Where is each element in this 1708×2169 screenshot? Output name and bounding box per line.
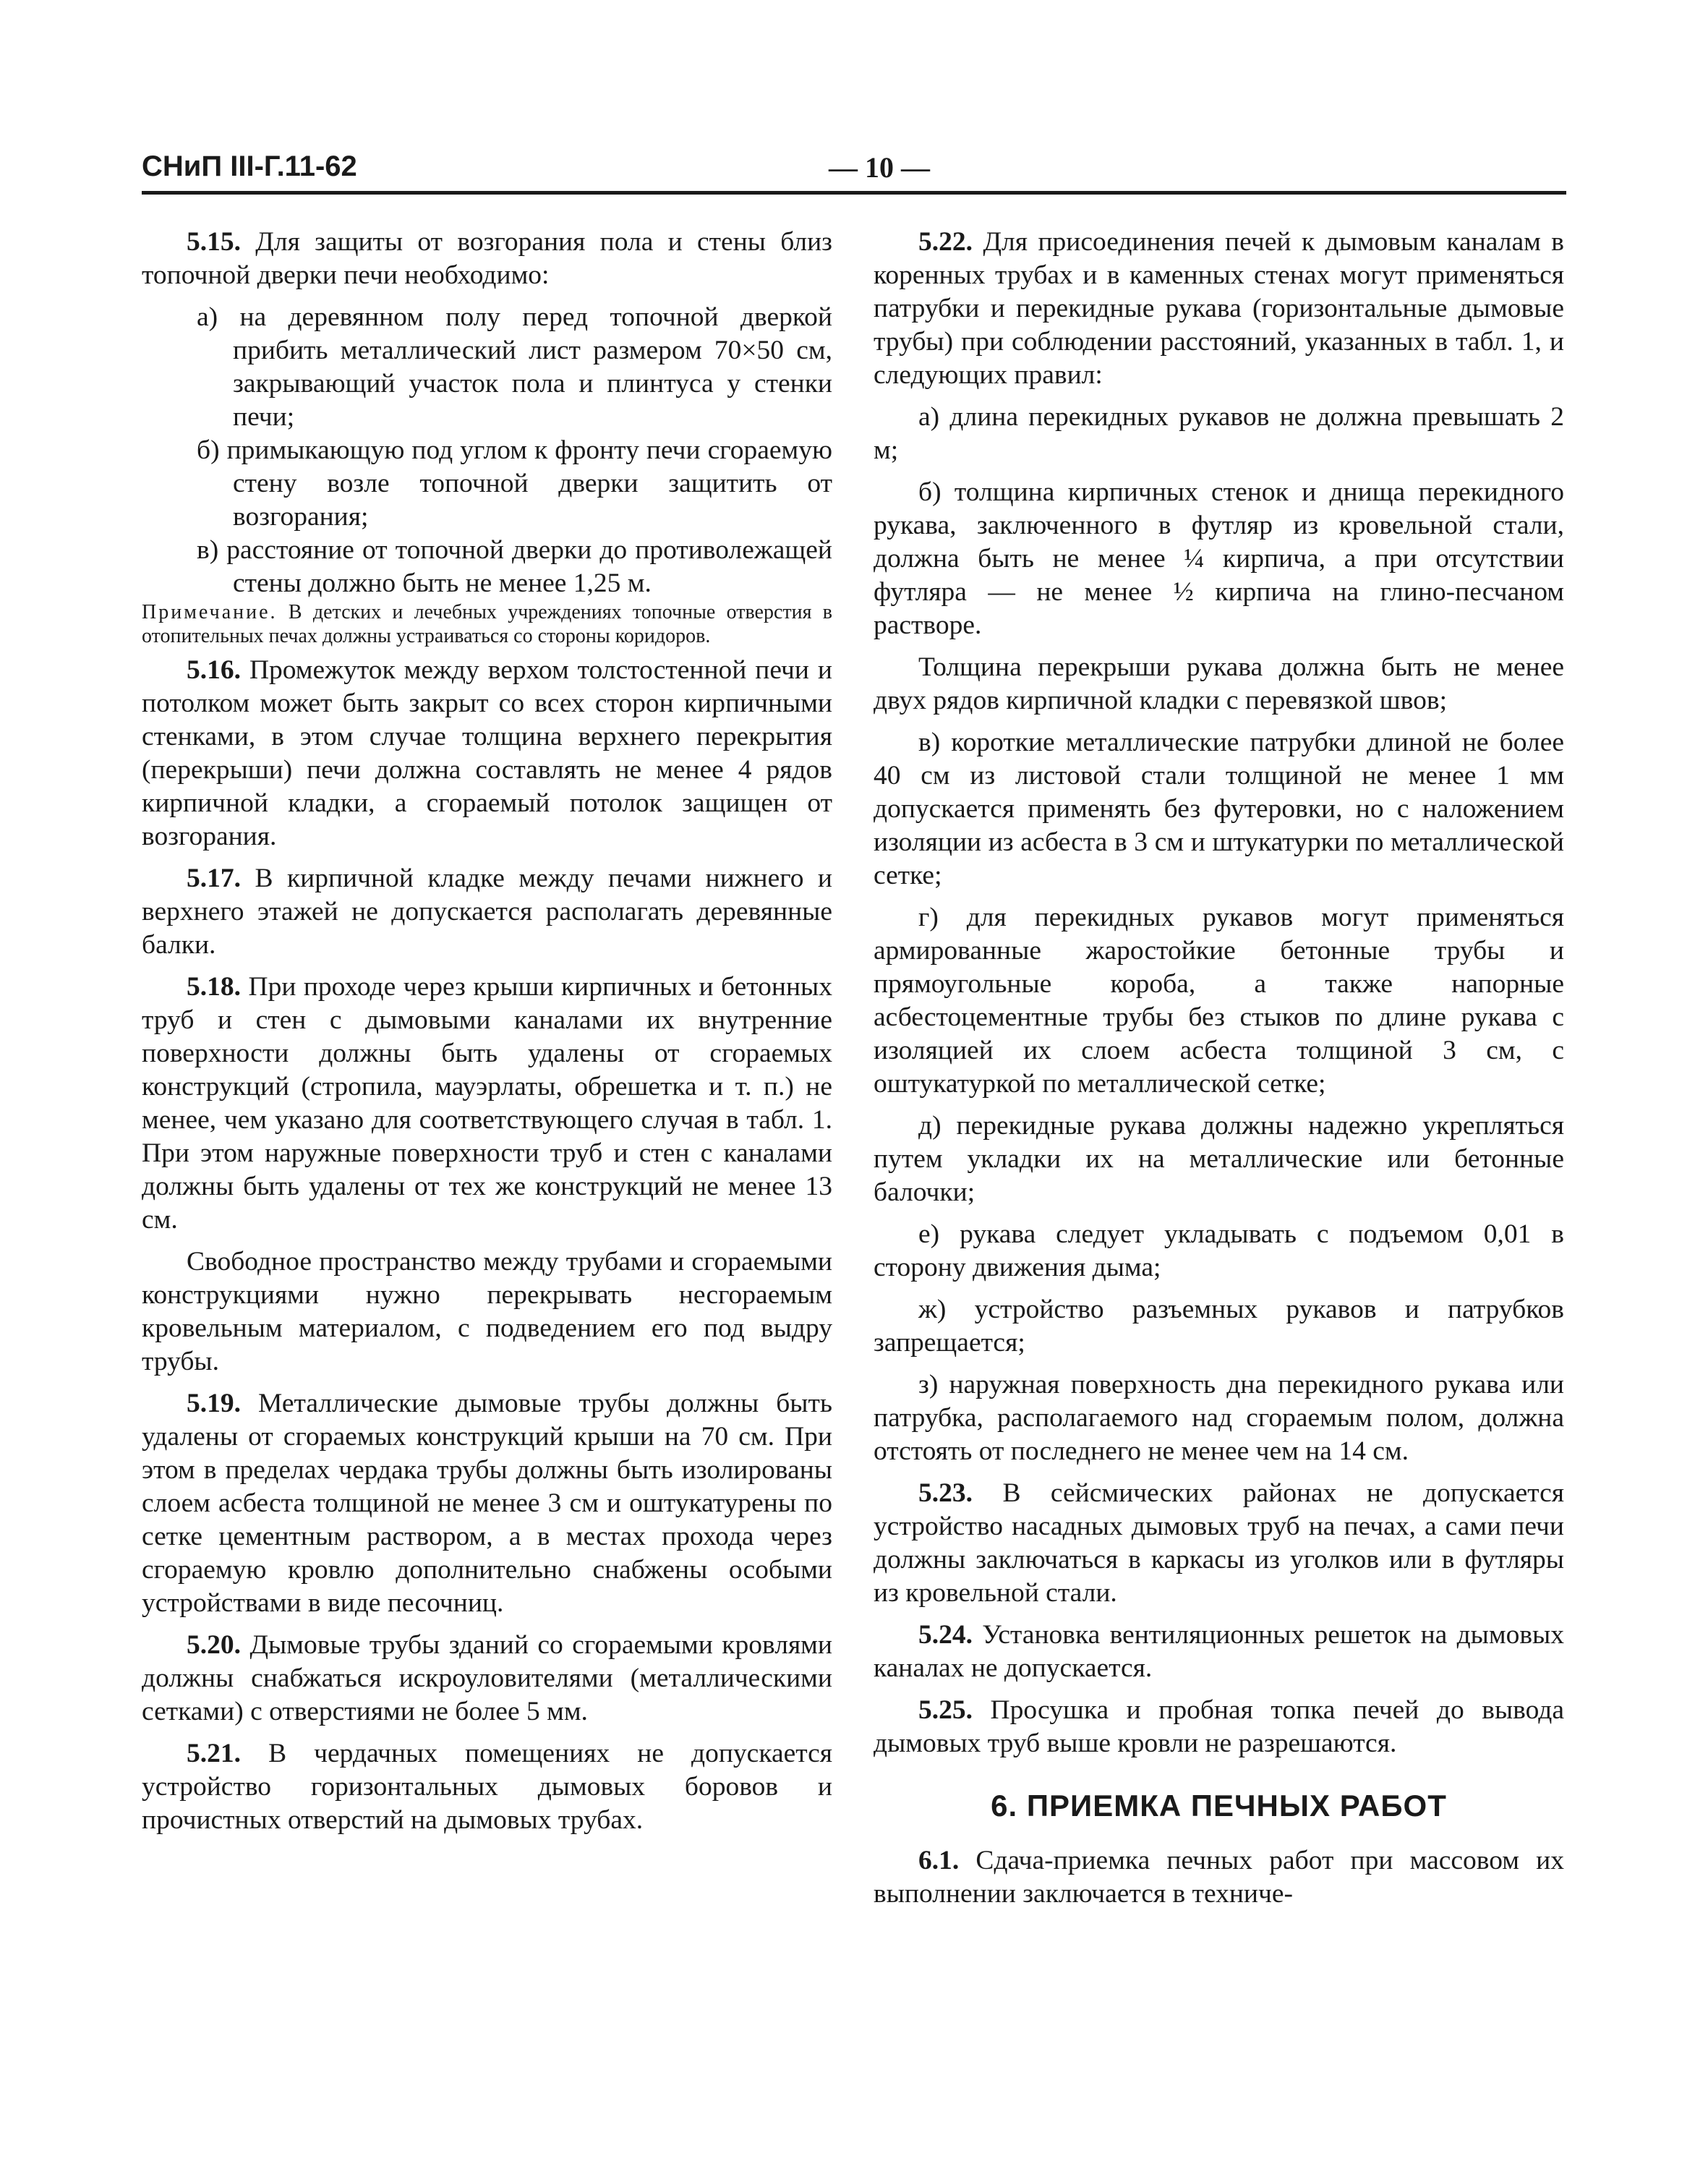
document-code: СНиП III-Г.11-62 bbox=[142, 150, 357, 182]
page-header bbox=[142, 150, 1566, 195]
clause-6-1 bbox=[874, 1844, 1564, 1911]
clause-5-20 bbox=[142, 1629, 832, 1729]
clause-text: Просушка и пробная топка печей до вывода дымовых труб выше кровли не разрешаются. bbox=[874, 1695, 1564, 1758]
clause-text: Металлические дымовые трубы должны быть удалены от сгораемых конструкций крыши на 70 см. При этом в пределах чердака трубы должны быть изолированы слоем асбеста толщиной не менее 3 см и оштукатурены по сетке цементным раствором, а в местах прохода через сгораемую кровлю дополнительно снабжены особыми устройствами в виде песочниц. bbox=[142, 1389, 832, 1618]
list-item: в) короткие металлические патрубки длиной не более 40 см из листовой стали толщиной не менее 1 мм допускается применять без футеровки, но с наложением изоляции из асбеста в 3 см и штукатурки по металлической сетке; bbox=[874, 728, 1564, 890]
clause-text: Установка вентиляционных решеток на дымовых каналах не допускается. bbox=[874, 1620, 1564, 1683]
clause-number: 5.23. bbox=[918, 1478, 973, 1508]
list-item: д) перекидные рукава должны надежно укрепляться путем укладки их на металлические или бетонные балочки; bbox=[874, 1111, 1564, 1207]
list-item: е) рукава следует укладывать с подъемом 0,01 в сторону движения дыма; bbox=[874, 1219, 1564, 1282]
clause-text: Для защиты от возгорания пола и стены близ топочной дверки печи необходимо: bbox=[142, 227, 832, 290]
right-column bbox=[874, 226, 1564, 1919]
left-column bbox=[142, 226, 832, 1846]
clause-text: Для присоединения печей к дымовым каналам в коренных трубах и в каменных стенах могут применяться патрубки и перекидные рукава (горизонтальные дымовые трубы) при соблюдении расстояний, указанных в табл. 1, и следующих правил: bbox=[874, 227, 1564, 390]
clause-number: 5.17. bbox=[187, 864, 241, 893]
clause-5-24 bbox=[874, 1619, 1564, 1685]
clause-number: 5.21. bbox=[187, 1739, 241, 1768]
list-item: в) расстояние от топочной дверки до противолежащей стены должно быть не менее 1,25 м. bbox=[197, 535, 832, 598]
clause-5-25 bbox=[874, 1694, 1564, 1760]
section-title: 6. ПРИЕМКА ПЕЧНЫХ РАБОТ bbox=[991, 1789, 1447, 1823]
list-item: ж) устройство разъемных рукавов и патрубков запрещается; bbox=[874, 1295, 1564, 1358]
clause-5-17 bbox=[142, 862, 832, 962]
paragraph: Свободное пространство между трубами и сгораемыми конструкциями нужно перекрывать несгораемым кровельным материалом, с подведением его под выдру трубы. bbox=[142, 1247, 832, 1376]
clause-number: 5.25. bbox=[918, 1695, 973, 1725]
clause-number: 5.19. bbox=[187, 1389, 241, 1418]
list-item: а) на деревянном полу перед топочной дверкой прибить металлический лист размером 70×50 см, закрывающий участок пола и плинтуса у стенки печи; bbox=[197, 302, 832, 432]
clause-text: Сдача-приемка печных работ при массовом их выполнении заключается в техниче- bbox=[874, 1846, 1564, 1909]
clause-number: 5.22. bbox=[918, 227, 973, 257]
clause-5-19 bbox=[142, 1387, 832, 1620]
list-item: б) примыкающую под углом к фронту печи сгораемую стену возле топочной дверки защитить от возгорания; bbox=[197, 435, 832, 532]
clause-number: 5.15. bbox=[187, 227, 241, 257]
clause-number: 5.24. bbox=[918, 1620, 973, 1650]
clause-number: 6.1. bbox=[918, 1846, 960, 1875]
clause-number: 5.16. bbox=[187, 655, 241, 685]
clause-5-23 bbox=[874, 1477, 1564, 1610]
clause-5-18 bbox=[142, 971, 832, 1237]
clause-5-22 bbox=[874, 226, 1564, 392]
clause-text: Промежуток между верхом толстостенной печи и потолком может быть закрыт со всех сторон кирпичными стенками, в этом случае толщина верхнего перекрытия (перекрыши) печи должна составлять не менее 4 рядов кирпичной кладки, а сгораемый потолок защищен от возгорания. bbox=[142, 655, 832, 851]
clause-text: В чердачных помещениях не допускается устройство горизонтальных дымовых боровов и прочистных отверстий на дымовых трубах. bbox=[142, 1739, 832, 1835]
clause-number: 5.20. bbox=[187, 1630, 241, 1660]
paragraph: Толщина перекрыши рукава должна быть не менее двух рядов кирпичной кладки с перевязкой швов; bbox=[874, 652, 1564, 715]
clause-text: В сейсмических районах не допускается устройство насадных дымовых труб на печах, а сами печи должны заключаться в каркасы из уголков или в футляры из кровельной стали. bbox=[874, 1478, 1564, 1608]
list-item: б) толщина кирпичных стенок и днища перекидного рукава, заключенного в футляр из кровельной стали, должна быть не менее ¼ кирпича, а при отсутствии футляра — не менее ½ кирпича на глино-песчаном растворе. bbox=[874, 477, 1564, 640]
clause-text: В кирпичной кладке между печами нижнего и верхнего этажей не допускается располагать деревянные балки. bbox=[142, 864, 832, 960]
note-text: В детских и лечебных учреждениях топочные отверстия в отопительных печах должны устраиваться со стороны коридоров. bbox=[142, 601, 832, 647]
clause-5-21 bbox=[142, 1737, 832, 1837]
clause-5-15 bbox=[142, 226, 832, 292]
clause-number: 5.18. bbox=[187, 972, 241, 1002]
list-item: г) для перекидных рукавов могут применяться армированные жаростойкие бетонные трубы и прямоугольные короба, а также напорные асбестоцементные трубы без стыков по длине рукава с изоляцией их слоем асбеста толщиной 3 см, с оштукатуркой по металлической сетке; bbox=[874, 903, 1564, 1099]
note-label: Примечание. bbox=[142, 601, 278, 623]
note bbox=[142, 600, 832, 648]
page-number: — 10 — bbox=[829, 151, 930, 184]
list-item: з) наружная поверхность дна перекидного рукава или патрубка, располагаемого над сгораемым полом, должна отстоять от последнего не менее чем на 14 см. bbox=[874, 1370, 1564, 1466]
clause-text: При проходе через крыши кирпичных и бетонных труб и стен с дымовыми каналами их внутренние поверхности должны быть удалены от сгораемых конструкций (стропила, мауэрлаты, обрешетка и т. п.) не менее, чем указано для соответствующего случая в табл. 1. При этом наружные поверхности труб и стен с каналами должны быть удалены от тех же конструкций не менее 13 см. bbox=[142, 972, 832, 1235]
clause-text: Дымовые трубы зданий со сгораемыми кровлями должны снабжаться искроуловителями (металлическими сетками) с отверстиями не более 5 мм. bbox=[142, 1630, 832, 1726]
list-item: а) длина перекидных рукавов не должна превышать 2 м; bbox=[874, 402, 1564, 465]
clause-5-16 bbox=[142, 654, 832, 853]
